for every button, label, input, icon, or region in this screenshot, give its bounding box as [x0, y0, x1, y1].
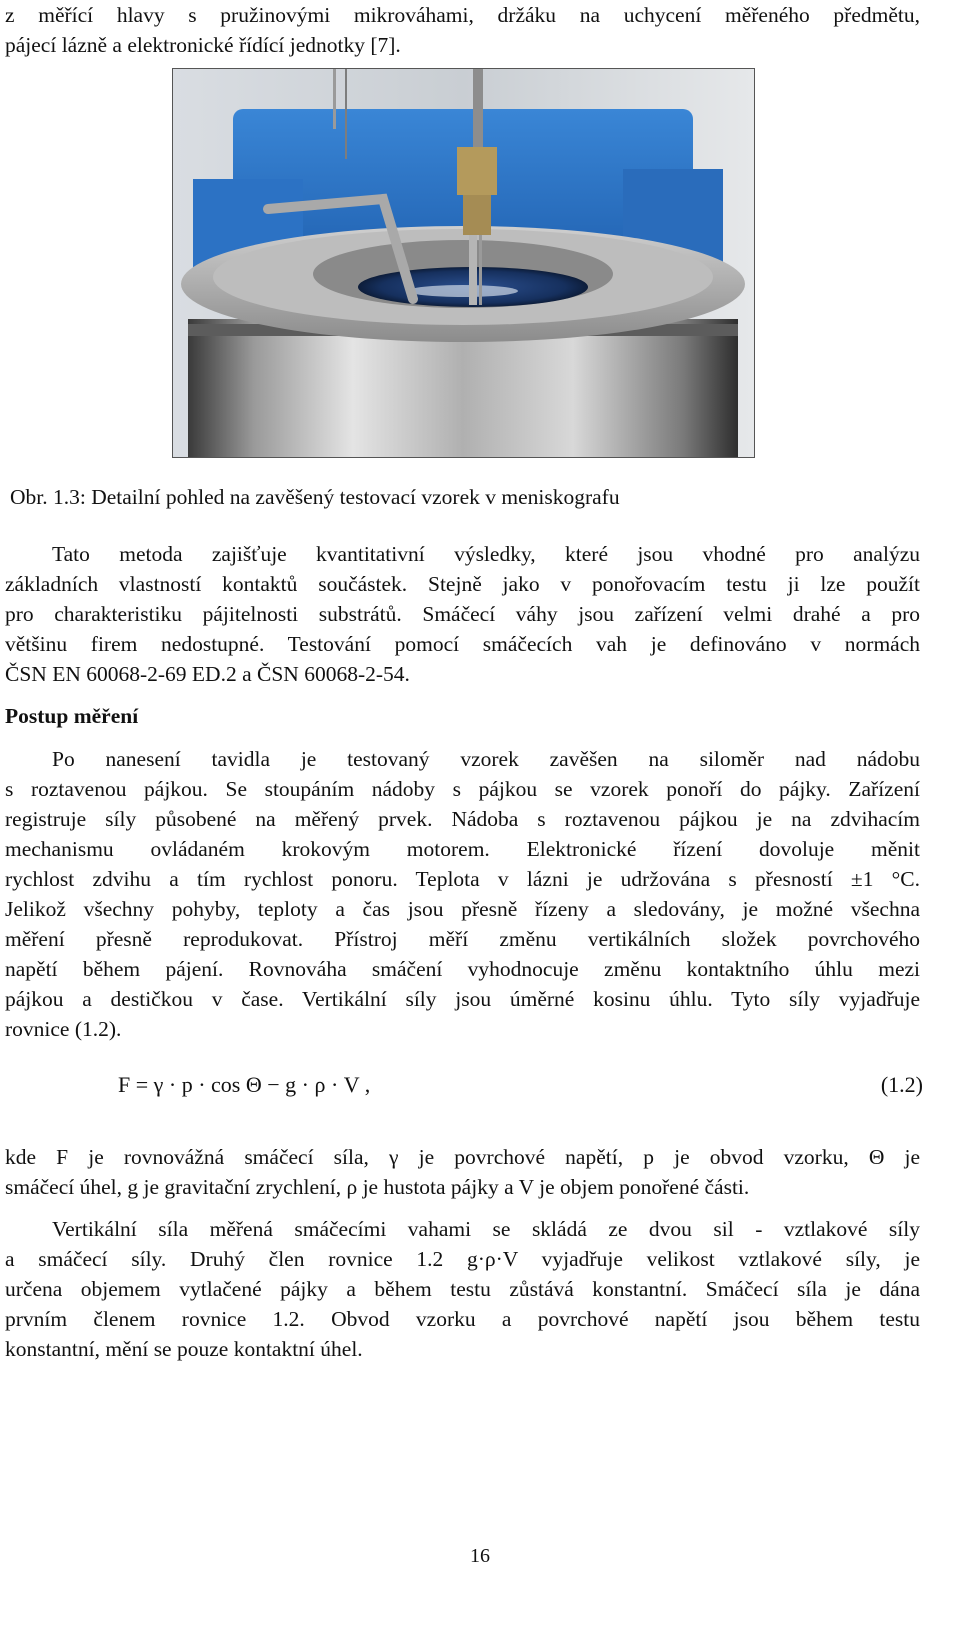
text-line: Tato metoda zajišťuje kvantitativní výsledky, které jsou vhodné pro analýzu	[52, 542, 920, 566]
text-line: Jelikož všechny pohyby, teploty a čas jsou přesně řízeny a sledovány, je možné všechna	[5, 897, 920, 921]
text-line: pro charakteristiku pájitelnosti substrátů. Smáčecí váhy jsou zařízení velmi drahé a pro	[5, 602, 920, 626]
text-line: rychlost zdvihu a tím rychlost ponoru. Teplota v lázni je udržována s přesností ±1 °C.	[5, 867, 920, 891]
text-line: registruje síly působené na měřený prvek. Nádoba s roztavenou pájkou je na zdvihacím	[5, 807, 920, 831]
text-line: měření přesně reprodukovat. Přístroj měří změnu vertikálních složek povrchového	[5, 927, 920, 951]
figure-caption: Obr. 1.3: Detailní pohled na zavěšený testovací vzorek v meniskografu	[10, 485, 620, 509]
text-line: většinu firem nedostupné. Testování pomocí smáčecích vah je definováno v normách	[5, 632, 920, 656]
text-line: s roztavenou pájkou. Se stoupáním nádoby s pájkou se vzorek ponoří do pájky. Zařízení	[5, 777, 920, 801]
page-number: 16	[470, 1545, 490, 1567]
meniscograph-photo	[172, 68, 755, 458]
text-line: pájkou a destičkou v čase. Vertikální síly jsou úměrné kosinu úhlu. Tyto síly vyjadřuje	[5, 987, 920, 1011]
section-heading: Postup měření	[5, 704, 139, 728]
equation-formula: F = γ · p · cos Θ − g · ρ · V ,	[118, 1072, 371, 1097]
text-line: ČSN EN 60068-2-69 ED.2 a ČSN 60068-2-54.	[5, 662, 410, 686]
equation	[118, 1068, 923, 1102]
text-line: konstantní, mění se pouze kontaktní úhel.	[5, 1337, 363, 1361]
text-line: prvním členem rovnice 1.2. Obvod vzorku a povrchové napětí jsou během testu	[5, 1307, 920, 1331]
text-line: Po nanesení tavidla je testovaný vzorek zavěšen na siloměr nad nádobu	[52, 747, 920, 771]
text-line: Vertikální síla měřená smáčecími vahami se skládá ze dvou sil - vztlakové síly	[52, 1217, 920, 1241]
equation-number: (1.2)	[880, 1072, 923, 1097]
text-line: z měřící hlavy s pružinovými mikrováhami, držáku na uchycení měřeného předmětu,	[5, 3, 920, 27]
text-line: mechanismu ovládaném krokovým motorem. Elektronické řízení dovoluje měnit	[5, 837, 920, 861]
text-line: rovnice (1.2).	[5, 1017, 122, 1041]
text-line: pájecí lázně a elektronické řídící jednotky [7].	[5, 33, 401, 57]
text-line: určena objemem vytlačené pájky a během testu zůstává konstantní. Smáčecí síla je dána	[5, 1277, 920, 1301]
text-line: kde F je rovnovážná smáčecí síla, γ je povrchové napětí, p je obvod vzorku, Θ je	[5, 1145, 920, 1169]
text-line: základních vlastností kontaktů součástek. Stejně jako v ponořovacím testu ji lze použít	[5, 572, 920, 596]
text-line: a smáčecí síly. Druhý člen rovnice 1.2 g·ρ·V vyjadřuje velikost vztlakové síly, je	[5, 1247, 920, 1271]
text-line: napětí během pájení. Rovnováha smáčení vyhodnocuje změnu kontaktního úhlu mezi	[5, 957, 920, 981]
text-line: smáčecí úhel, g je gravitační zrychlení, ρ je hustota pájky a V je objem ponořené části.	[5, 1175, 750, 1199]
